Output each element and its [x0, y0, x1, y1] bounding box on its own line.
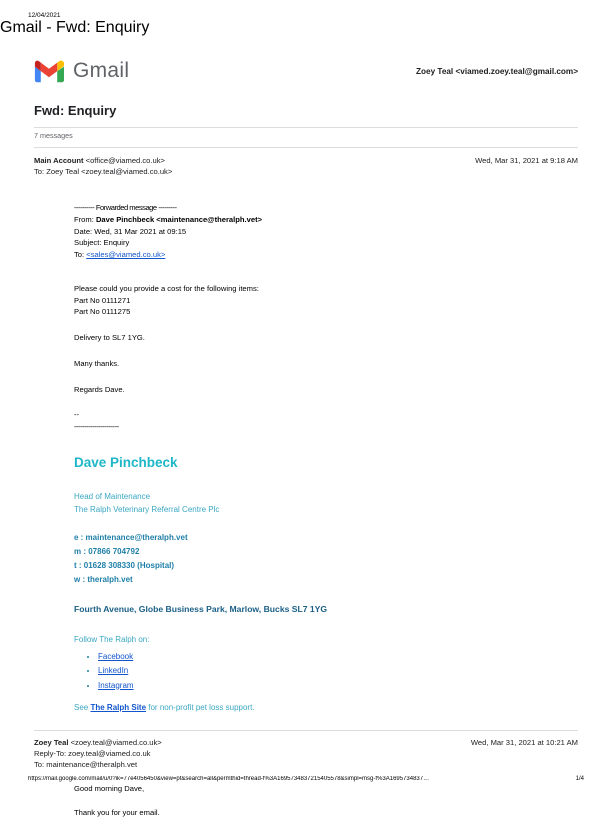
forwarded-to-label: To:	[74, 250, 85, 260]
gmail-brand-row	[0, 37, 612, 83]
forwarded-from-line	[74, 214, 578, 226]
page-footer	[0, 776, 612, 782]
page-number: 1/4	[575, 776, 584, 782]
gmail-logo-group	[34, 59, 129, 83]
message-2-header	[0, 731, 612, 769]
print-header	[0, 0, 612, 37]
email-signature	[74, 453, 578, 714]
instagram-link[interactable]: Instagram	[98, 680, 134, 690]
signature-email: e : maintenance@theralph.vet	[74, 533, 188, 543]
forwarded-message-label: ---------- Forwarded message ---------	[74, 203, 177, 212]
forwarded-to-line	[74, 249, 578, 261]
gmail-wordmark: Gmail	[73, 59, 130, 82]
message-1-from	[34, 156, 165, 165]
message-1-from-name: Main Account	[34, 156, 84, 165]
signature-name: Dave Pinchbeck	[74, 454, 178, 470]
message-1-header	[0, 148, 612, 176]
message-2-from	[34, 738, 162, 747]
print-date: 12/04/2021	[28, 12, 61, 19]
facebook-link[interactable]: Facebook	[98, 651, 134, 661]
forwarded-from-label: From:	[74, 214, 94, 224]
message-2-from-name: Zoey Teal	[34, 738, 69, 748]
signature-dashes-1: --	[74, 410, 80, 420]
signature-website: w : theralph.vet	[74, 575, 133, 585]
message-1-body	[0, 176, 612, 714]
signature-footer-suffix: for non-profit pet loss support.	[146, 702, 255, 712]
forwarded-to-email-link[interactable]: <sales@viamed.co.uk>	[86, 250, 166, 260]
part-number-1: Part No 0111271	[74, 295, 131, 305]
signature-footer	[74, 702, 578, 714]
message-2-greeting: Good morning Dave,	[74, 784, 145, 794]
signature-role-block	[74, 490, 578, 517]
thread-subject: Fwd: Enquiry	[34, 103, 117, 118]
message-2-reply-to: Reply-To: zoey.teal@viamed.co.uk	[34, 749, 151, 759]
signature-telephone: t : 01628 308330 (Hospital)	[74, 561, 175, 571]
message-count: 7 messages	[34, 131, 73, 140]
list-item	[98, 665, 578, 677]
forwarded-date: Date: Wed, 31 Mar 2021 at 09:15	[74, 226, 187, 236]
forwarded-from-value: Dave Pinchbeck <maintenance@theralph.vet>	[95, 214, 263, 224]
message-2-line-1: Thank you for your email.	[74, 808, 160, 818]
signature-contact-block	[74, 531, 578, 587]
thread-subject-block	[0, 83, 612, 122]
account-email: Zoey Teal <viamed.zoey.teal@gmail.com>	[416, 66, 578, 76]
gmail-m-icon	[34, 60, 64, 83]
signature-dashes-2: ----------------------	[74, 422, 119, 432]
message-2-date: Wed, Mar 31, 2021 at 10:21 AM	[470, 738, 578, 748]
regards-line: Regards Dave.	[74, 384, 125, 394]
thanks-line: Many thanks.	[74, 358, 120, 368]
delivery-line: Delivery to SL7 1YG.	[74, 333, 145, 343]
message-1-from-address: <office@viamed.co.uk>	[85, 156, 165, 165]
list-item	[98, 651, 578, 663]
forwarded-subject: Subject: Enquiry	[74, 238, 130, 248]
message-2-to: To: maintenance@theralph.vet	[34, 760, 138, 770]
signature-follow-label: Follow The Ralph on:	[74, 635, 150, 645]
message-1-date: Wed, Mar 31, 2021 at 9:18 AM	[475, 156, 578, 165]
signature-address: Fourth Avenue, Globe Business Park, Marlow, Bucks SL7 1YG	[74, 604, 328, 615]
request-intro: Please could you provide a cost for the following items:	[74, 283, 259, 293]
signature-separator	[74, 409, 578, 433]
signature-footer-prefix: See	[74, 702, 91, 712]
social-links-list	[74, 651, 578, 692]
request-block	[74, 283, 578, 318]
signature-company: The Ralph Veterinary Referral Centre Plc	[74, 505, 220, 515]
part-number-2: Part No 0111275	[74, 307, 131, 317]
footer-url: https://mail.google.com/mail/u/0?ik=77e4056450&view=pt&search=all&permthid=thread-f%3A1695734837215405578&simpl=msg-f%3A1695734837…	[28, 776, 430, 782]
print-title: Gmail - Fwd: Enquiry	[0, 19, 150, 36]
signature-role: Head of Maintenance	[74, 491, 151, 501]
linkedin-link[interactable]: LinkedIn	[98, 666, 129, 676]
forwarded-header-block	[74, 202, 578, 261]
message-1-to: To: Zoey Teal <zoey.teal@viamed.co.uk>	[34, 167, 173, 176]
message-2-from-address: <zoey.teal@viamed.co.uk>	[70, 738, 162, 748]
list-item	[98, 680, 578, 692]
signature-mobile: m : 07866 704792	[74, 547, 140, 557]
ralph-site-link[interactable]: The Ralph Site	[90, 702, 147, 712]
